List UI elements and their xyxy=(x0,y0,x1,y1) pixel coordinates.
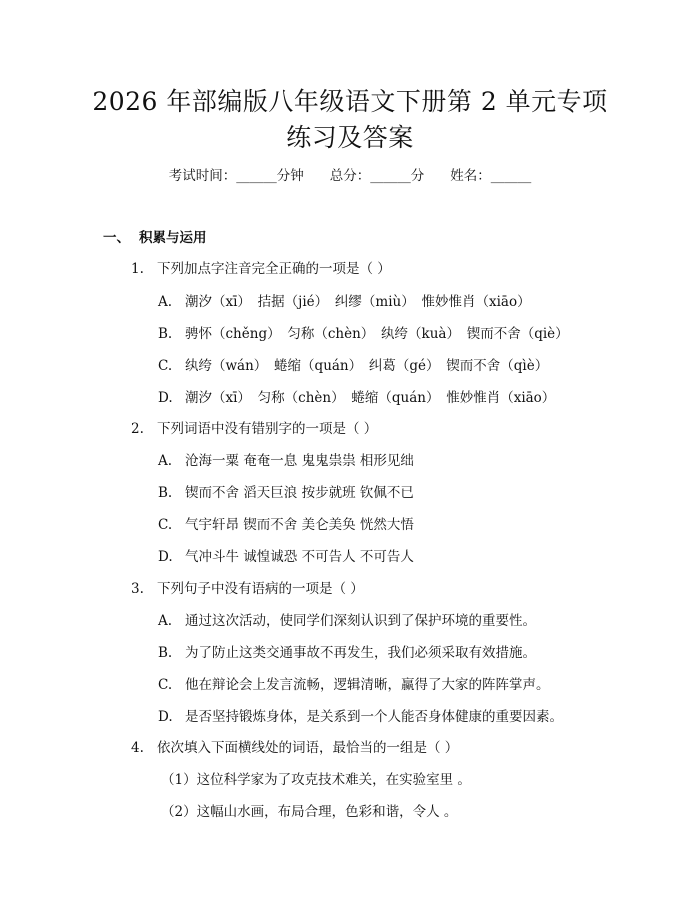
student-name-label: 姓名：______ xyxy=(450,168,532,184)
option-text: 潮汐（xī） 拮据（jié） 纠缪（miù） 惟妙惟肖（xiāo） xyxy=(185,294,531,310)
option-letter: B. xyxy=(158,485,173,501)
question-4 xyxy=(131,738,458,758)
section-heading xyxy=(103,228,207,248)
option-text: 沧海一粟 奄奄一息 鬼鬼祟祟 相形见绌 xyxy=(185,453,414,469)
question-3 xyxy=(131,579,364,599)
question-1-option-c xyxy=(158,356,548,376)
option-text: 潮汐（xī） 匀称（chèn） 蜷缩（quán） 惟妙惟肖（xiāo） xyxy=(185,390,556,406)
question-text: 依次填入下面横线处的词语，最恰当的一组是（ ） xyxy=(157,740,459,756)
option-text: 为了防止这类交通事故不再发生，我们必须采取有效措施。 xyxy=(185,645,536,661)
question-1 xyxy=(131,259,391,279)
option-text: 通过这次活动，使同学们深刻认识到了保护环境的重要性。 xyxy=(185,613,536,629)
option-text: 气冲斗牛 诚惶诚恐 不可告人 不可告人 xyxy=(185,549,414,565)
question-3-option-d xyxy=(158,707,563,727)
document-title-line1: 2026 年部编版八年级语文下册第 2 单元专项 xyxy=(92,87,608,116)
question-text: 下列加点字注音完全正确的一项是（ ） xyxy=(157,261,391,277)
exam-info xyxy=(0,166,700,186)
question-2-option-a xyxy=(158,451,414,471)
question-3-option-c xyxy=(158,675,550,695)
question-number: 1. xyxy=(131,261,144,277)
option-text: 是否坚持锻炼身体，是关系到一个人能否身体健康的重要因素。 xyxy=(185,709,563,725)
option-letter: A. xyxy=(158,613,173,629)
option-letter: A. xyxy=(158,453,173,469)
question-1-option-a xyxy=(158,292,531,312)
question-1-option-b xyxy=(158,324,569,344)
question-text: 下列词语中没有错别字的一项是（ ） xyxy=(157,421,378,437)
question-number: 2. xyxy=(131,421,144,437)
option-text: 纨绔（wán） 蜷缩（quán） 纠葛（gé） 锲而不舍（qìè） xyxy=(185,358,549,374)
option-letter: C. xyxy=(158,677,173,693)
option-letter: C. xyxy=(158,517,173,533)
option-letter: D. xyxy=(158,549,173,565)
exam-time-label: 考试时间：______分钟 xyxy=(168,168,304,184)
section-title: 积累与运用 xyxy=(139,230,207,246)
question-4-subitem-2: （2）这幅山水画，布局合理，色彩和谐，令人 。 xyxy=(161,804,458,820)
question-4-subitem-1: （1）这位科学家为了攻克技术难关，在实验室里 。 xyxy=(161,772,471,788)
option-letter: D. xyxy=(158,709,173,725)
option-letter: A. xyxy=(158,294,173,310)
section-number: 一、 xyxy=(103,230,130,246)
option-text: 骋怀（chěng） 匀称（chèn） 纨绔（kuà） 锲而不舍（qiè） xyxy=(185,326,569,342)
option-text: 他在辩论会上发言流畅，逻辑清晰，赢得了大家的阵阵掌声。 xyxy=(185,677,550,693)
question-3-option-b xyxy=(158,643,536,663)
document-title-line2: 练习及答案 xyxy=(286,123,414,152)
question-2 xyxy=(131,419,377,439)
option-text: 气宇轩昂 锲而不舍 美仑美奂 恍然大悟 xyxy=(185,517,414,533)
question-2-option-b xyxy=(158,483,414,503)
question-2-option-d xyxy=(158,547,414,567)
question-number: 3. xyxy=(131,581,144,597)
option-letter: B. xyxy=(158,645,173,661)
question-3-option-a xyxy=(158,611,536,631)
option-text: 锲而不舍 滔天巨浪 按步就班 钦佩不已 xyxy=(185,485,414,501)
question-1-option-d xyxy=(158,388,555,408)
question-2-option-c xyxy=(158,515,414,535)
question-text: 下列句子中没有语病的一项是（ ） xyxy=(157,581,364,597)
option-letter: D. xyxy=(158,390,173,406)
option-letter: C. xyxy=(158,358,173,374)
option-letter: B. xyxy=(158,326,173,342)
question-number: 4. xyxy=(131,740,144,756)
total-score-label: 总分：______分 xyxy=(329,168,425,184)
